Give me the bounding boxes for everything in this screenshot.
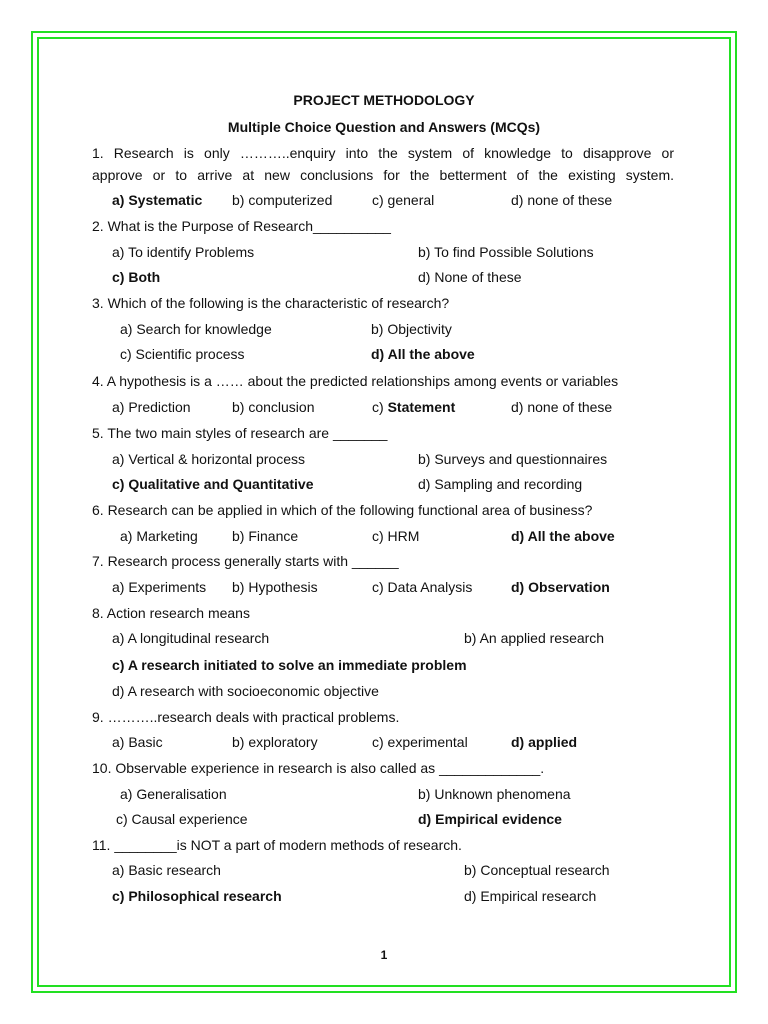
question-11: 11. ________is NOT a part of modern methods of research. xyxy=(92,837,462,853)
q6-option-a: a) Marketing xyxy=(120,528,198,544)
q5-option-b: b) Surveys and questionnaires xyxy=(418,451,608,467)
q4-option-d: d) none of these xyxy=(511,399,613,415)
q9-option-b: b) exploratory xyxy=(232,734,318,750)
q9-option-a: a) Basic xyxy=(112,734,163,750)
question-1-line-2: approve or to arrive at new conclusions for the betterment of the existing system. xyxy=(92,167,674,183)
q4-option-c-label: c) xyxy=(372,399,388,415)
q8-option-b: b) An applied research xyxy=(464,630,605,646)
q4-option-b: b) conclusion xyxy=(232,399,315,415)
q1-option-a: a) Systematic xyxy=(112,192,203,208)
q2-option-c: c) Both xyxy=(112,269,161,285)
q8-option-c: c) A research initiated to solve an immediate problem xyxy=(112,657,467,673)
q2-option-d: d) None of these xyxy=(418,269,522,285)
q1-option-b: b) computerized xyxy=(232,192,333,208)
q3-option-d: d) All the above xyxy=(371,346,475,362)
q7-option-b: b) Hypothesis xyxy=(232,579,318,595)
question-7: 7. Research process generally starts with ______ xyxy=(92,553,399,569)
question-10: 10. Observable experience in research is also called as _____________. xyxy=(92,760,545,776)
q2-option-b: b) To find Possible Solutions xyxy=(418,244,594,260)
q3-option-b: b) Objectivity xyxy=(371,321,452,337)
q10-option-a: a) Generalisation xyxy=(120,786,227,802)
question-3: 3. Which of the following is the characteristic of research? xyxy=(92,295,450,311)
q10-option-c: c) Causal experience xyxy=(116,811,248,827)
q2-option-a: a) To identify Problems xyxy=(112,244,255,260)
q1-option-d: d) none of these xyxy=(511,192,613,208)
page-subtitle: Multiple Choice Question and Answers (MCQs) xyxy=(227,119,541,135)
q4-option-c xyxy=(372,398,455,416)
q6-option-c: c) HRM xyxy=(372,528,420,544)
question-2: 2. What is the Purpose of Research__________ xyxy=(92,218,391,234)
question-4: 4. A hypothesis is a …… about the predicted relationships among events or variables xyxy=(92,373,619,389)
question-9: 9. ………..research deals with practical problems. xyxy=(92,709,400,725)
q11-option-a: a) Basic research xyxy=(112,862,221,878)
q10-option-d: d) Empirical evidence xyxy=(418,811,562,827)
q7-option-c: c) Data Analysis xyxy=(372,579,473,595)
q1-option-c: c) general xyxy=(372,192,435,208)
q11-option-d: d) Empirical research xyxy=(464,888,597,904)
question-8: 8. Action research means xyxy=(92,605,250,621)
q8-option-a: a) A longitudinal research xyxy=(112,630,270,646)
q7-option-a: a) Experiments xyxy=(112,579,207,595)
page-number: 1 xyxy=(380,948,388,962)
q5-option-a: a) Vertical & horizontal process xyxy=(112,451,305,467)
q3-option-c: c) Scientific process xyxy=(120,346,245,362)
q9-option-c: c) experimental xyxy=(372,734,468,750)
q4-option-a: a) Prediction xyxy=(112,399,191,415)
q4-option-c-answer: Statement xyxy=(387,399,456,415)
question-6: 6. Research can be applied in which of the following functional area of business? xyxy=(92,502,593,518)
q7-option-d: d) Observation xyxy=(511,579,610,595)
q10-option-b: b) Unknown phenomena xyxy=(418,786,571,802)
question-1-line-1: 1. Research is only ………..enquiry into the system of knowledge to disapprove or xyxy=(92,145,674,161)
q6-option-d: d) All the above xyxy=(511,528,615,544)
question-5: 5. The two main styles of research are _______ xyxy=(92,425,388,441)
q6-option-b: b) Finance xyxy=(232,528,299,544)
q8-option-d: d) A research with socioeconomic objective xyxy=(112,683,379,699)
q11-option-c: c) Philosophical research xyxy=(112,888,282,904)
q9-option-d: d) applied xyxy=(511,734,578,750)
q3-option-a: a) Search for knowledge xyxy=(120,321,272,337)
q5-option-c: c) Qualitative and Quantitative xyxy=(112,476,314,492)
page-title: PROJECT METHODOLOGY xyxy=(293,92,475,108)
q11-option-b: b) Conceptual research xyxy=(464,862,610,878)
q5-option-d: d) Sampling and recording xyxy=(418,476,583,492)
